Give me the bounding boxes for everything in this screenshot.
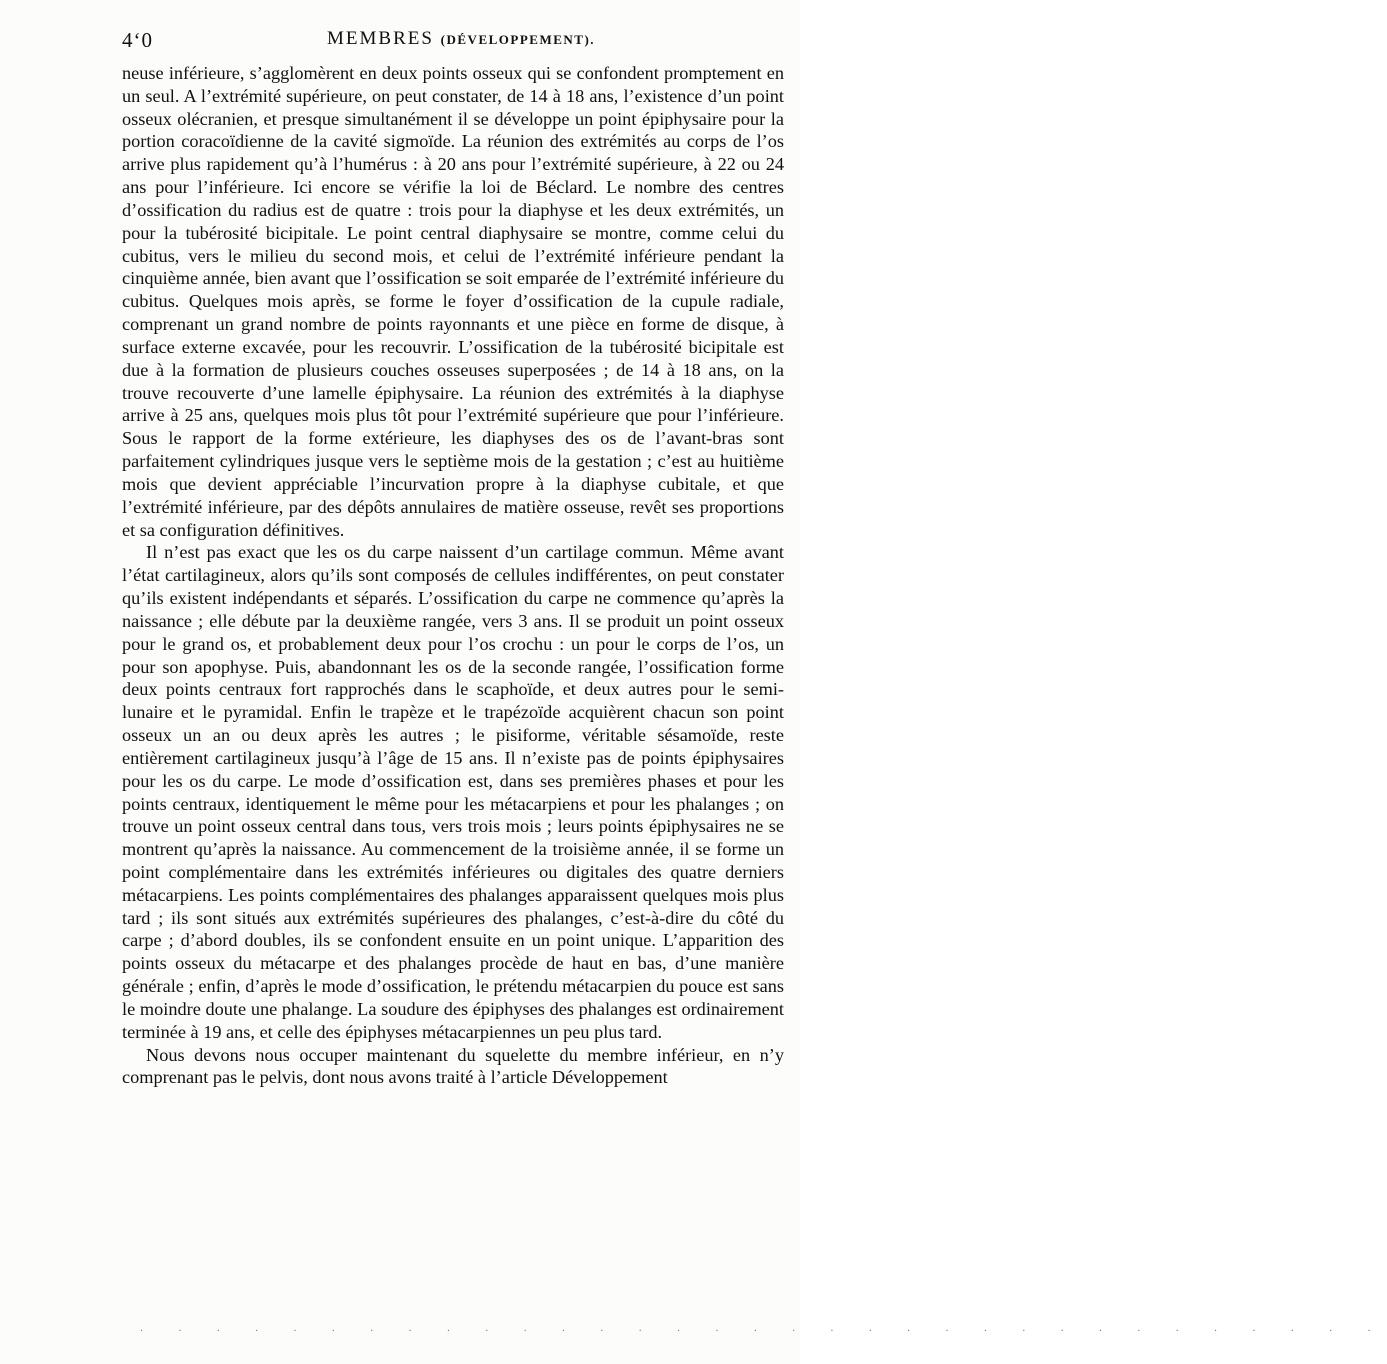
paragraph-continued: neuse inférieure, s’agglomèrent en deux points osseux qui se confondent promptement en un seul. A l’extrémité supérieure, on peut constater, de 14 à 18 ans, l’existence d’un point osseux olécranien, et presque simultanément il se développe un point épiphysaire pour la portion coracoïdienne de la cavité sigmoïde. La réunion des extrémités au corps de l’os arrive plus rapidement qu’à l’humérus : à 20 ans pour l’extrémité supérieure, à 22 ou 24 ans pour l’inférieure. Ici encore se vérifie la loi de Béclard. Le nombre des centres d’ossification du radius est de quatre : trois pour la diaphyse et les deux extrémités, un pour la tubérosité bicipitale. Le point central diaphysaire se montre, comme celui du cubitus, vers le milieu du second mois, et celui de l’extrémité inférieure pendant la cinquième année, bien avant que l’ossification se soit emparée de l’extrémité inférieure du cubitus. Quelques mois après, se forme le foyer d’ossification de la cupule radiale, comprenant un grand nombre de points rayonnants et une pièce en forme de disque, à surface externe excavée, pour les recouvrir. L’ossification de la tubérosité bicipitale est due à la formation de plusieurs couches osseuses superposées ; de 14 à 18 ans, on la trouve recouverte d’une lamelle épiphysaire. La réunion des extrémités à la diaphyse arrive à 25 ans, quelques mois plus tôt pour l’extrémité supérieure que pour l’inférieure. Sous le rapport de la forme extérieure, les diaphyses des os de l’avant-bras sont parfaitement cylindriques jusque vers le septième mois de la gestation ; c’est au huitième mois que devient appréciable l’incurvation propre à la diaphyse cubitale, et que l’extrémité inférieure, par des dépôts annulaires de matière osseuse, revêt ses proportions et sa configuration définitives.: [122, 63, 784, 540]
body-text: [122, 62, 784, 1089]
bleed-through-marks: · · · · · · · · · · · · · · · · · · · · · · · · · · · · · · · · ·: [140, 1326, 1387, 1337]
running-head-title: MEMBRES: [327, 28, 434, 49]
paragraph-carpe: Il n’est pas exact que les os du carpe naissent d’un cartilage commun. Même avant l’état cartilagineux, alors qu’ils sont composés de cellules indifférentes, on peut constater qu’ils existent indépendants et séparés. L’ossification du carpe ne commence qu’après la naissance ; elle débute par la deuxième rangée, vers 3 ans. Il se produit un point osseux pour le grand os, et probablement deux pour l’os crochu : un pour le corps de l’os, un pour son apophyse. Puis, abandonnant les os de la seconde rangée, l’ossification forme deux points centraux fort rapprochés dans le scaphoïde, et deux autres pour le semi-lunaire et le pyramidal. Enfin le trapèze et le trapézoïde acquièrent chacun son point osseux un an ou deux après les autres ; le pisiforme, véritable sésamoïde, reste entièrement cartilagineux jusqu’à l’âge de 15 ans. Il n’existe pas de points épiphysaires pour les os du carpe. Le mode d’ossification est, dans ses premières phases et pour les points centraux, identiquement le même pour les métacarpiens et pour les phalanges ; on trouve un point osseux central dans tous, vers trois mois ; leurs points épiphysaires ne se montrent qu’après la naissance. Au commencement de la troisième année, il se forme un point complémentaire dans les extrémités inférieures ou digitales des quatre derniers métacarpiens. Les points complémentaires des phalanges apparaissent quelques mois plus tard ; ils sont situés aux extrémités supérieures des phalanges, c’est-à-dire du côté du carpe ; d’abord doubles, ils se confondent ensuite en un point unique. L’apparition des points osseux du métacarpe et des phalanges procède de haut en bas, d’une manière générale ; enfin, d’après le mode d’ossification, le prétendu métacarpien du pouce est sans le moindre doute une phalange. La soudure des épiphyses des phalanges est ordinairement terminée à 19 ans, et celle des épiphyses métacarpiennes un peu plus tard.: [122, 542, 784, 1042]
page-number: 4‘0: [122, 28, 153, 52]
paragraph-membre-inferieur: Nous devons nous occuper maintenant du squelette du membre inférieur, en n’y comprenant pas le pelvis, dont nous avons traité à l’article Développement: [122, 1044, 784, 1088]
running-head-subtitle: (DÉVELOPPEMENT).: [440, 32, 596, 47]
page-header: [122, 28, 782, 54]
running-head: [327, 28, 595, 50]
